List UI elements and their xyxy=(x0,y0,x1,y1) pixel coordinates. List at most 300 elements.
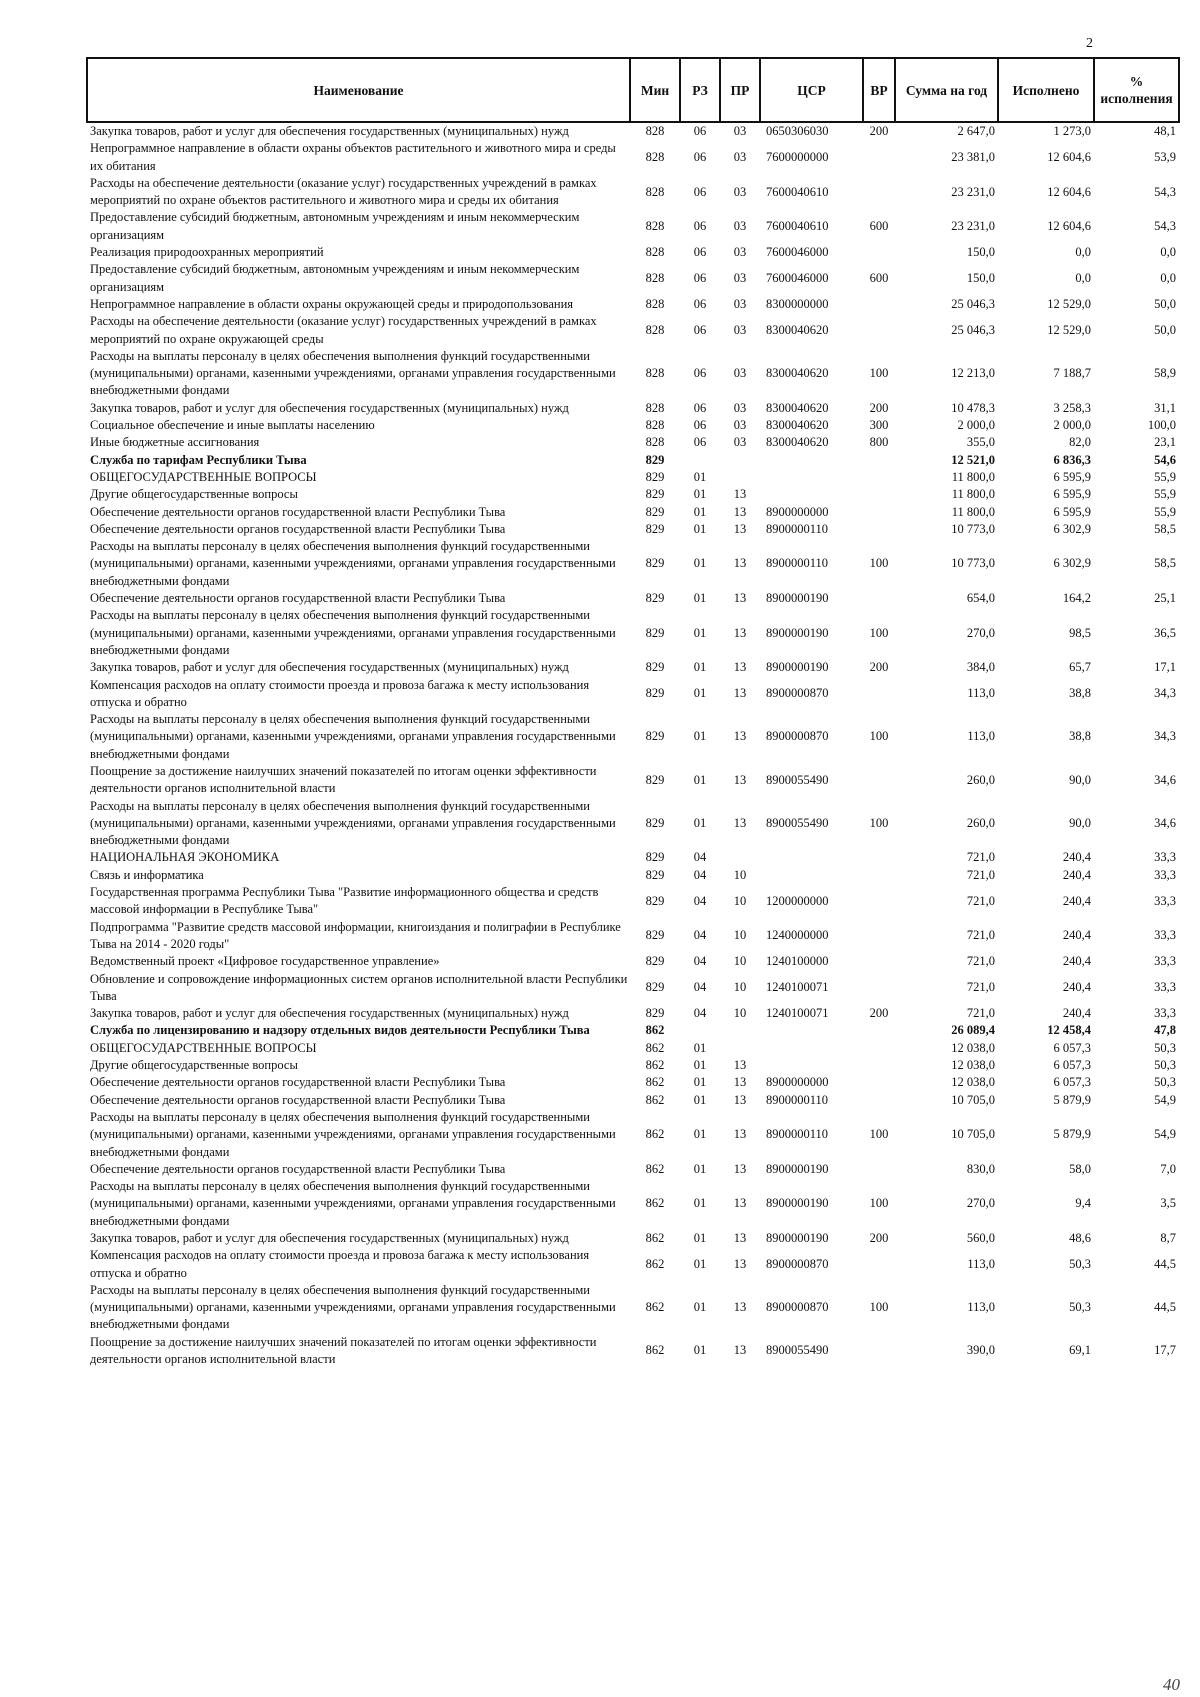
cell-pr: 13 xyxy=(733,772,747,787)
cell-rz: 01 xyxy=(693,815,707,830)
cell-pct: 55,9 xyxy=(1154,487,1176,502)
table-row xyxy=(87,607,1179,659)
cell-name: Государственная программа Республики Тыва "Развитие информационного общества и средств массовой информации в Республике Тыва" xyxy=(90,885,599,917)
cell-csr: 8300000000 xyxy=(766,296,829,311)
cell-csr: 7600046000 xyxy=(766,271,829,286)
cell-rz xyxy=(680,452,720,469)
cell-csr: 8900000870 xyxy=(766,729,829,744)
cell-pct: 50,0 xyxy=(1154,296,1176,311)
cell-pr: 13 xyxy=(733,556,747,571)
cell-name: Обеспечение деятельности органов государственной власти Республики Тыва xyxy=(90,1161,506,1176)
table-row xyxy=(87,884,1179,919)
cell-done: 69,1 xyxy=(1069,1343,1091,1358)
cell-done: 1 273,0 xyxy=(1053,124,1091,138)
cell-csr xyxy=(760,486,863,503)
cell-sum: 12 521,0 xyxy=(951,452,995,467)
cell-sum: 12 038,0 xyxy=(951,1058,995,1073)
cell-sum: 721,0 xyxy=(966,850,995,865)
cell-rz: 06 xyxy=(693,322,707,337)
cell-vr xyxy=(863,919,895,954)
cell-name: Расходы на выплаты персоналу в целях обеспечения выполнения функций государственными (муниципальными) органами, казенными учреждениями, органами управления государственными внебюджетными фондами xyxy=(90,1179,616,1228)
cell-sum: 12 213,0 xyxy=(951,366,995,381)
cell-pct: 50,3 xyxy=(1154,1040,1176,1055)
cell-min: 828 xyxy=(645,271,665,286)
cell-pr: 03 xyxy=(733,245,747,260)
cell-min: 862 xyxy=(645,1300,665,1315)
cell-sum: 25 046,3 xyxy=(951,322,995,337)
cell-min: 829 xyxy=(645,1006,665,1021)
table-row xyxy=(87,590,1179,607)
cell-sum: 10 478,3 xyxy=(951,400,995,415)
cell-rz: 06 xyxy=(693,400,707,415)
cell-pct: 33,3 xyxy=(1154,928,1176,943)
cell-csr: 8300040620 xyxy=(766,366,829,381)
cell-vr: 100 xyxy=(869,366,889,381)
cell-pct: 36,5 xyxy=(1154,625,1176,640)
cell-csr: 8300040620 xyxy=(766,322,829,337)
cell-pr: 10 xyxy=(733,954,747,969)
cell-min: 862 xyxy=(645,1075,665,1090)
table-body xyxy=(87,122,1179,1368)
cell-csr: 8900055490 xyxy=(766,815,829,830)
table-row xyxy=(87,867,1179,884)
cell-vr: 300 xyxy=(869,418,889,433)
cell-vr xyxy=(863,1247,895,1282)
cell-pr: 13 xyxy=(733,686,747,701)
table-row xyxy=(87,677,1179,712)
cell-csr: 8900000110 xyxy=(766,556,829,571)
cell-pr: 13 xyxy=(733,660,747,675)
cell-rz: 06 xyxy=(693,219,707,234)
cell-name: Другие общегосударственные вопросы xyxy=(90,1058,298,1073)
table-row xyxy=(87,434,1179,451)
cell-pct: 34,3 xyxy=(1154,686,1176,701)
cell-csr: 8900055490 xyxy=(766,1343,829,1358)
cell-rz: 01 xyxy=(693,504,707,519)
cell-min: 862 xyxy=(645,1196,665,1211)
cell-pct: 34,6 xyxy=(1154,772,1176,787)
cell-vr xyxy=(863,1161,895,1178)
cell-vr xyxy=(863,504,895,521)
cell-sum: 150,0 xyxy=(966,245,995,260)
cell-min: 862 xyxy=(645,1161,665,1176)
cell-vr xyxy=(863,763,895,798)
cell-min: 862 xyxy=(645,1343,665,1358)
table-row xyxy=(87,1247,1179,1282)
cell-pr: 03 xyxy=(733,149,747,164)
cell-pct: 54,3 xyxy=(1154,184,1176,199)
cell-rz: 01 xyxy=(693,1300,707,1315)
table-row xyxy=(87,849,1179,866)
table-row xyxy=(87,140,1179,175)
cell-csr xyxy=(760,1022,863,1039)
cell-csr: 7600040610 xyxy=(766,219,829,234)
cell-pct: 44,5 xyxy=(1154,1256,1176,1271)
header-sum: Сумма на год xyxy=(895,58,998,122)
cell-min: 828 xyxy=(645,366,665,381)
cell-name: Реализация природоохранных мероприятий xyxy=(90,245,324,260)
cell-csr: 1200000000 xyxy=(766,893,829,908)
cell-pct: 8,7 xyxy=(1160,1231,1176,1245)
header-vr: ВР xyxy=(863,58,895,122)
cell-pr: 13 xyxy=(733,591,747,606)
cell-pct: 34,6 xyxy=(1154,815,1176,830)
table-row xyxy=(87,538,1179,590)
cell-csr: 8900000110 xyxy=(766,521,829,536)
cell-pr xyxy=(720,1022,760,1039)
cell-name: Непрограммное направление в области охраны объектов растительного и животного мира и среды их обитания xyxy=(90,141,616,173)
cell-done: 50,3 xyxy=(1069,1300,1091,1315)
cell-name: Непрограммное направление в области охраны окружающей среды и природопользования xyxy=(90,296,574,311)
cell-pct: 34,3 xyxy=(1154,729,1176,744)
cell-min: 828 xyxy=(645,418,665,433)
cell-pr: 10 xyxy=(733,928,747,943)
cell-pct: 3,5 xyxy=(1160,1196,1176,1211)
table-row xyxy=(87,486,1179,503)
cell-pr xyxy=(720,452,760,469)
cell-vr xyxy=(863,521,895,538)
cell-vr: 100 xyxy=(869,625,889,640)
cell-name: Расходы на выплаты персоналу в целях обеспечения выполнения функций государственными (муниципальными) органами, казенными учреждениями, органами управления государственными внебюджетными фондами xyxy=(90,608,616,657)
cell-vr xyxy=(863,469,895,486)
cell-rz: 01 xyxy=(693,729,707,744)
cell-done: 6 595,9 xyxy=(1053,469,1091,484)
cell-done: 5 879,9 xyxy=(1053,1127,1091,1142)
cell-min: 862 xyxy=(645,1040,665,1055)
cell-min: 828 xyxy=(645,400,665,415)
table-row xyxy=(87,348,1179,400)
cell-pct: 33,3 xyxy=(1154,980,1176,995)
cell-done: 12 458,4 xyxy=(1047,1023,1091,1038)
cell-name: Социальное обеспечение и иные выплаты населению xyxy=(90,418,375,433)
cell-pr: 03 xyxy=(733,418,747,433)
cell-name: Другие общегосударственные вопросы xyxy=(90,487,298,502)
cell-done: 240,4 xyxy=(1062,1006,1091,1021)
cell-rz: 01 xyxy=(693,686,707,701)
cell-name: Обеспечение деятельности органов государственной власти Республики Тыва xyxy=(90,504,506,519)
cell-sum: 2 000,0 xyxy=(957,418,995,433)
cell-name: Расходы на обеспечение деятельности (оказание услуг) государственных учреждений в рамках мероприятий по охране окружающей среды xyxy=(90,314,597,346)
cell-name: Расходы на выплаты персоналу в целях обеспечения выполнения функций государственными (муниципальными) органами, казенными учреждениями, органами управления государственными внебюджетными фондами xyxy=(90,1109,616,1159)
cell-vr xyxy=(863,244,895,261)
cell-rz: 01 xyxy=(693,1196,707,1211)
table-row xyxy=(87,313,1179,348)
cell-rz: 06 xyxy=(693,184,707,199)
cell-csr xyxy=(760,452,863,469)
cell-sum: 10 705,0 xyxy=(951,1092,995,1107)
cell-pct: 50,0 xyxy=(1154,322,1176,337)
table-row xyxy=(87,919,1179,954)
cell-sum: 721,0 xyxy=(966,954,995,969)
cell-vr xyxy=(863,140,895,175)
table-row xyxy=(87,1040,1179,1057)
cell-pr: 13 xyxy=(733,1161,747,1176)
cell-pct: 100,0 xyxy=(1147,418,1176,433)
cell-pct: 23,1 xyxy=(1154,435,1176,450)
cell-vr xyxy=(863,1092,895,1109)
cell-rz: 06 xyxy=(693,271,707,286)
cell-min: 862 xyxy=(645,1256,665,1271)
cell-csr: 1240100071 xyxy=(766,1006,829,1021)
table-row xyxy=(87,175,1179,210)
cell-pr: 13 xyxy=(733,487,747,502)
cell-csr: 8900000110 xyxy=(766,1127,829,1142)
cell-name: Обновление и сопровождение информационных систем органов исполнительной власти Республики Тыва xyxy=(90,971,628,1003)
table-row xyxy=(87,244,1179,261)
cell-min: 862 xyxy=(645,1127,665,1142)
cell-done: 90,0 xyxy=(1069,772,1091,787)
cell-sum: 10 773,0 xyxy=(951,556,995,571)
cell-pct: 48,1 xyxy=(1154,124,1176,138)
cell-pr: 13 xyxy=(733,1300,747,1315)
cell-name: Предоставление субсидий бюджетным, автономным учреждениям и иным некоммерческим организациям xyxy=(90,210,580,242)
cell-pr: 13 xyxy=(733,504,747,519)
cell-sum: 260,0 xyxy=(966,815,995,830)
cell-rz: 04 xyxy=(693,867,707,882)
cell-pct: 50,3 xyxy=(1154,1058,1176,1073)
table-row xyxy=(87,209,1179,244)
cell-rz xyxy=(680,1022,720,1039)
cell-name: Обеспечение деятельности органов государственной власти Республики Тыва xyxy=(90,1092,506,1107)
cell-pr: 13 xyxy=(733,1075,747,1090)
table-row xyxy=(87,763,1179,798)
cell-pr: 13 xyxy=(733,1256,747,1271)
table-row xyxy=(87,953,1179,970)
cell-sum: 830,0 xyxy=(966,1161,995,1176)
cell-min: 862 xyxy=(645,1058,665,1073)
header-min: Мин xyxy=(630,58,680,122)
cell-rz: 01 xyxy=(693,1343,707,1358)
cell-csr: 0650306030 xyxy=(766,124,829,138)
cell-vr: 200 xyxy=(869,400,889,415)
cell-min: 829 xyxy=(645,487,665,502)
cell-min: 829 xyxy=(645,928,665,943)
cell-min: 829 xyxy=(645,850,665,865)
table-row xyxy=(87,1109,1179,1161)
cell-done: 240,4 xyxy=(1062,850,1091,865)
cell-name: Ведомственный проект «Цифровое государственное управление» xyxy=(90,954,440,969)
cell-vr xyxy=(863,1022,895,1039)
cell-vr: 200 xyxy=(869,660,889,675)
cell-rz: 04 xyxy=(693,980,707,995)
cell-pr: 03 xyxy=(733,366,747,381)
cell-sum: 10 705,0 xyxy=(951,1127,995,1142)
cell-name: Обеспечение деятельности органов государственной власти Республики Тыва xyxy=(90,1075,506,1090)
cell-sum: 721,0 xyxy=(966,980,995,995)
cell-done: 0,0 xyxy=(1075,271,1091,286)
cell-name: Закупка товаров, работ и услуг для обеспечения государственных (муниципальных) нужд xyxy=(90,660,569,675)
cell-pr: 03 xyxy=(733,400,747,415)
cell-min: 829 xyxy=(645,686,665,701)
cell-rz: 01 xyxy=(693,660,707,675)
cell-min: 828 xyxy=(645,435,665,450)
cell-csr: 1240100000 xyxy=(766,954,829,969)
cell-vr xyxy=(863,867,895,884)
cell-sum: 23 381,0 xyxy=(951,149,995,164)
header-done: Исполнено xyxy=(998,58,1094,122)
cell-name: Служба по лицензированию и надзору отдельных видов деятельности Республики Тыва xyxy=(90,1023,590,1038)
table-row xyxy=(87,521,1179,538)
cell-name: Закупка товаров, работ и услуг для обеспечения государственных (муниципальных) нужд xyxy=(90,1231,569,1245)
table-row xyxy=(87,1282,1179,1334)
cell-pr: 13 xyxy=(733,729,747,744)
header-name: Наименование xyxy=(87,58,630,122)
cell-vr: 200 xyxy=(869,124,889,138)
cell-rz: 01 xyxy=(693,1058,707,1073)
cell-vr xyxy=(863,1074,895,1091)
cell-sum: 113,0 xyxy=(967,1300,995,1315)
cell-min: 829 xyxy=(645,660,665,675)
cell-csr: 8900000870 xyxy=(766,1300,829,1315)
table-header xyxy=(87,58,1179,122)
cell-min: 829 xyxy=(645,772,665,787)
cell-min: 862 xyxy=(645,1231,665,1245)
cell-name: Расходы на выплаты персоналу в целях обеспечения выполнения функций государственными (муниципальными) органами, казенными учреждениями, органами управления государственными внебюджетными фондами xyxy=(90,798,616,848)
cell-vr: 100 xyxy=(869,815,889,830)
cell-sum: 390,0 xyxy=(966,1343,995,1358)
cell-sum: 11 800,0 xyxy=(951,469,995,484)
cell-done: 9,4 xyxy=(1075,1196,1091,1211)
cell-csr: 1240000000 xyxy=(766,928,829,943)
cell-pr: 03 xyxy=(733,435,747,450)
cell-rz: 01 xyxy=(693,1127,707,1142)
cell-name: НАЦИОНАЛЬНАЯ ЭКОНОМИКА xyxy=(90,850,280,865)
cell-sum: 12 038,0 xyxy=(951,1040,995,1055)
cell-done: 7 188,7 xyxy=(1053,366,1091,381)
cell-done: 90,0 xyxy=(1069,815,1091,830)
cell-csr xyxy=(760,469,863,486)
cell-done: 5 879,9 xyxy=(1053,1092,1091,1107)
cell-done: 240,4 xyxy=(1062,867,1091,882)
cell-min: 828 xyxy=(645,149,665,164)
cell-sum: 355,0 xyxy=(966,435,995,450)
cell-rz: 01 xyxy=(693,625,707,640)
cell-name: Закупка товаров, работ и услуг для обеспечения государственных (муниципальных) нужд xyxy=(90,400,569,415)
table-row xyxy=(87,711,1179,763)
cell-pr: 10 xyxy=(733,867,747,882)
cell-sum: 721,0 xyxy=(966,893,995,908)
cell-csr xyxy=(760,1040,863,1057)
cell-pct: 33,3 xyxy=(1154,893,1176,908)
cell-pct: 25,1 xyxy=(1154,591,1176,606)
cell-done: 38,8 xyxy=(1069,729,1091,744)
cell-name: Обеспечение деятельности органов государственной власти Республики Тыва xyxy=(90,521,506,536)
cell-csr: 8900055490 xyxy=(766,772,829,787)
cell-done: 164,2 xyxy=(1062,591,1091,606)
cell-pr: 13 xyxy=(733,815,747,830)
cell-name: Обеспечение деятельности органов государственной власти Республики Тыва xyxy=(90,591,506,606)
cell-done: 240,4 xyxy=(1062,928,1091,943)
cell-sum: 12 038,0 xyxy=(951,1075,995,1090)
cell-pr: 13 xyxy=(733,1058,747,1073)
cell-sum: 270,0 xyxy=(966,1196,995,1211)
cell-vr xyxy=(863,884,895,919)
header-csr: ЦСР xyxy=(760,58,863,122)
cell-done: 38,8 xyxy=(1069,686,1091,701)
cell-vr xyxy=(863,971,895,1006)
cell-min: 829 xyxy=(645,867,665,882)
cell-sum: 113,0 xyxy=(967,686,995,701)
cell-sum: 26 089,4 xyxy=(951,1023,995,1038)
cell-pct: 58,9 xyxy=(1154,366,1176,381)
cell-pr: 13 xyxy=(733,521,747,536)
cell-csr: 1240100071 xyxy=(766,980,829,995)
table-row xyxy=(87,1161,1179,1178)
table-row xyxy=(87,798,1179,850)
cell-pct: 33,3 xyxy=(1154,954,1176,969)
cell-pct: 58,5 xyxy=(1154,521,1176,536)
cell-pct: 54,9 xyxy=(1154,1092,1176,1107)
cell-done: 240,4 xyxy=(1062,954,1091,969)
cell-pr xyxy=(720,469,760,486)
cell-csr: 8900000870 xyxy=(766,1256,829,1271)
table-row xyxy=(87,417,1179,434)
cell-sum: 23 231,0 xyxy=(951,184,995,199)
cell-vr xyxy=(863,1334,895,1369)
cell-done: 2 000,0 xyxy=(1053,418,1091,433)
cell-name: Иные бюджетные ассигнования xyxy=(90,435,260,450)
cell-min: 829 xyxy=(645,625,665,640)
cell-name: ОБЩЕГОСУДАРСТВЕННЫЕ ВОПРОСЫ xyxy=(90,469,317,484)
cell-csr: 8900000190 xyxy=(766,1161,829,1176)
cell-pct: 0,0 xyxy=(1160,271,1176,286)
cell-min: 828 xyxy=(645,124,665,138)
cell-min: 829 xyxy=(645,980,665,995)
cell-pct: 58,5 xyxy=(1154,556,1176,571)
cell-csr: 8300040620 xyxy=(766,435,829,450)
cell-rz: 01 xyxy=(693,1161,707,1176)
cell-pct: 55,9 xyxy=(1154,504,1176,519)
cell-pr: 10 xyxy=(733,893,747,908)
cell-done: 6 057,3 xyxy=(1053,1040,1091,1055)
cell-pct: 53,9 xyxy=(1154,149,1176,164)
cell-min: 828 xyxy=(645,219,665,234)
cell-min: 862 xyxy=(645,1023,665,1038)
cell-vr xyxy=(863,953,895,970)
cell-done: 58,0 xyxy=(1069,1161,1091,1176)
cell-pr: 13 xyxy=(733,1231,747,1245)
cell-pr: 03 xyxy=(733,124,747,138)
cell-done: 12 604,6 xyxy=(1047,219,1091,234)
cell-name: Расходы на обеспечение деятельности (оказание услуг) государственных учреждений в рамках мероприятий по охране объектов растительного и животного мира и среды их обитания xyxy=(90,175,597,208)
table-row xyxy=(87,1092,1179,1109)
table-row xyxy=(87,469,1179,486)
budget-table xyxy=(86,57,1180,1368)
cell-rz: 01 xyxy=(693,1075,707,1090)
cell-pr: 13 xyxy=(733,1196,747,1211)
cell-pct: 17,1 xyxy=(1154,660,1176,675)
cell-vr xyxy=(863,486,895,503)
cell-pr: 03 xyxy=(733,219,747,234)
cell-name: Расходы на выплаты персоналу в целях обеспечения выполнения функций государственными (муниципальными) органами, казенными учреждениями, органами управления государственными внебюджетными фондами xyxy=(90,539,616,588)
cell-name: Компенсация расходов на оплату стоимости проезда и провоза багажа к месту использования отпуска и обратно xyxy=(90,677,590,709)
table-row xyxy=(87,1178,1179,1230)
cell-done: 6 057,3 xyxy=(1053,1058,1091,1073)
cell-sum: 11 800,0 xyxy=(951,487,995,502)
cell-vr: 200 xyxy=(869,1006,889,1021)
cell-done: 240,4 xyxy=(1062,893,1091,908)
cell-vr xyxy=(863,677,895,712)
cell-vr: 200 xyxy=(869,1231,889,1245)
cell-csr: 7600040610 xyxy=(766,184,829,199)
cell-csr: 8900000190 xyxy=(766,660,829,675)
table-row xyxy=(87,1022,1179,1039)
cell-csr: 7600046000 xyxy=(766,245,829,260)
cell-vr xyxy=(863,296,895,313)
cell-done: 240,4 xyxy=(1062,980,1091,995)
cell-sum: 560,0 xyxy=(966,1231,995,1245)
table-row xyxy=(87,504,1179,521)
